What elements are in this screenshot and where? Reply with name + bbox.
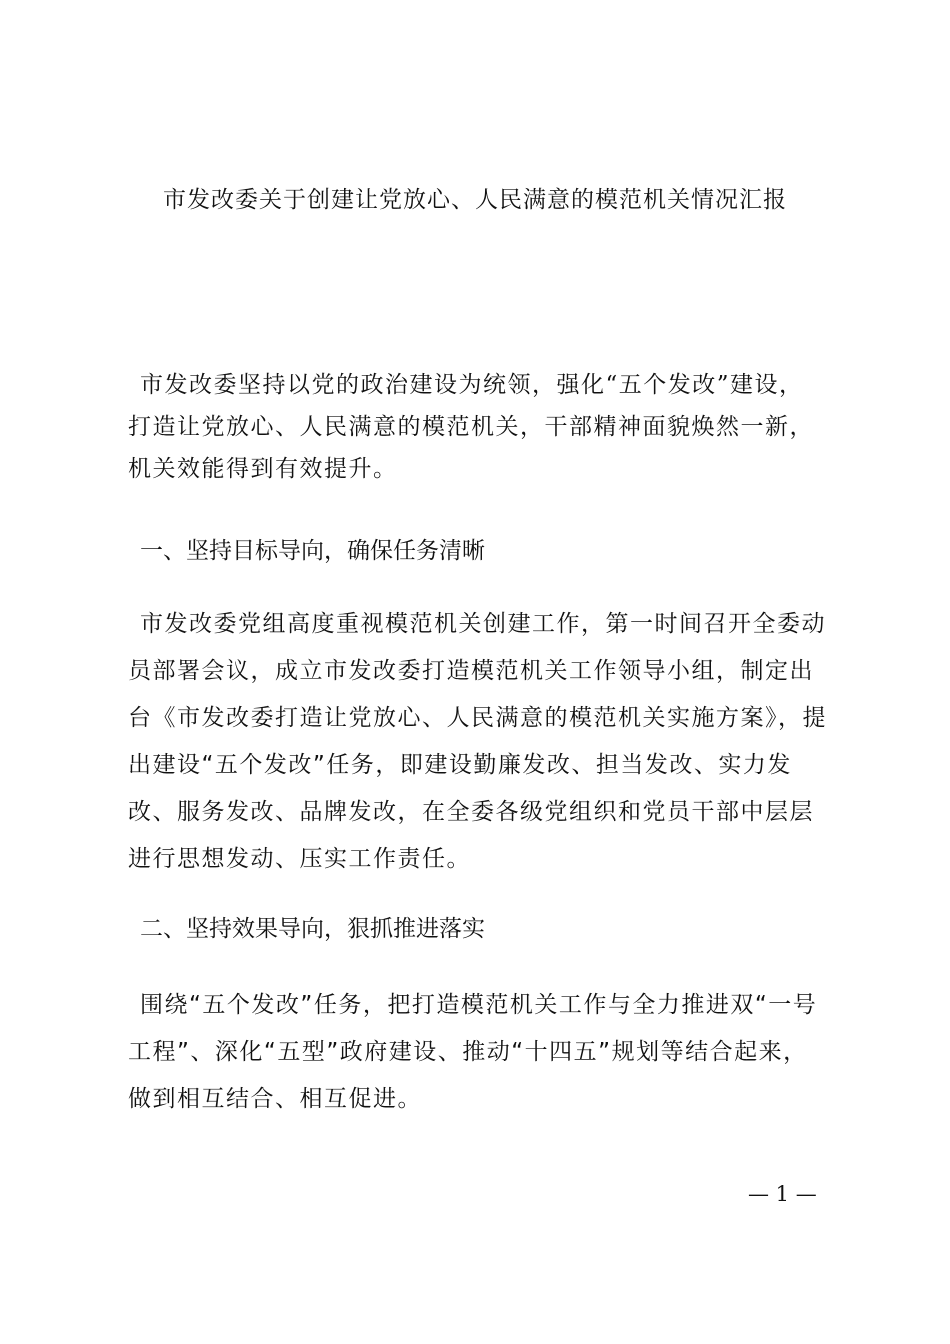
- section-1-heading: 一、坚持目标导向，确保任务清晰: [140, 538, 485, 564]
- section-1-paragraph: 市发改委党组高度重视模范机关创建工作，第一时间召开全委动员部署会议，成立市发改委打造模范机关工作领导小组，制定出台《市发改委打造让党放心、人民满意的模范机关实施方案》，提出建设“五个发改”任务，即建设勤廉发改、担当发改、实力发改、服务发改、品牌发改，在全委各级党组织和党员干部中层层进行思想发动、压实工作责任。: [128, 611, 827, 872]
- intro-paragraph: 市发改委坚持以党的政治建设为统领，强化“五个发改”建设，打造让党放心、人民满意的模范机关，干部精神面貌焕然一新，机关效能得到有效提升。: [128, 372, 814, 482]
- section-2-paragraph: 围绕“五个发改”任务，把打造模范机关工作与全力推进双“一号工程”、深化“五型”政府建设、推动“十四五”规划等结合起来，做到相互结合、相互促进。: [128, 992, 818, 1112]
- page-number: — 1 —: [748, 1182, 817, 1206]
- document-title: 市发改委关于创建让党放心、人民满意的模范机关情况汇报: [163, 187, 787, 213]
- section-2-heading: 二、坚持效果导向，狠抓推进落实: [140, 916, 485, 942]
